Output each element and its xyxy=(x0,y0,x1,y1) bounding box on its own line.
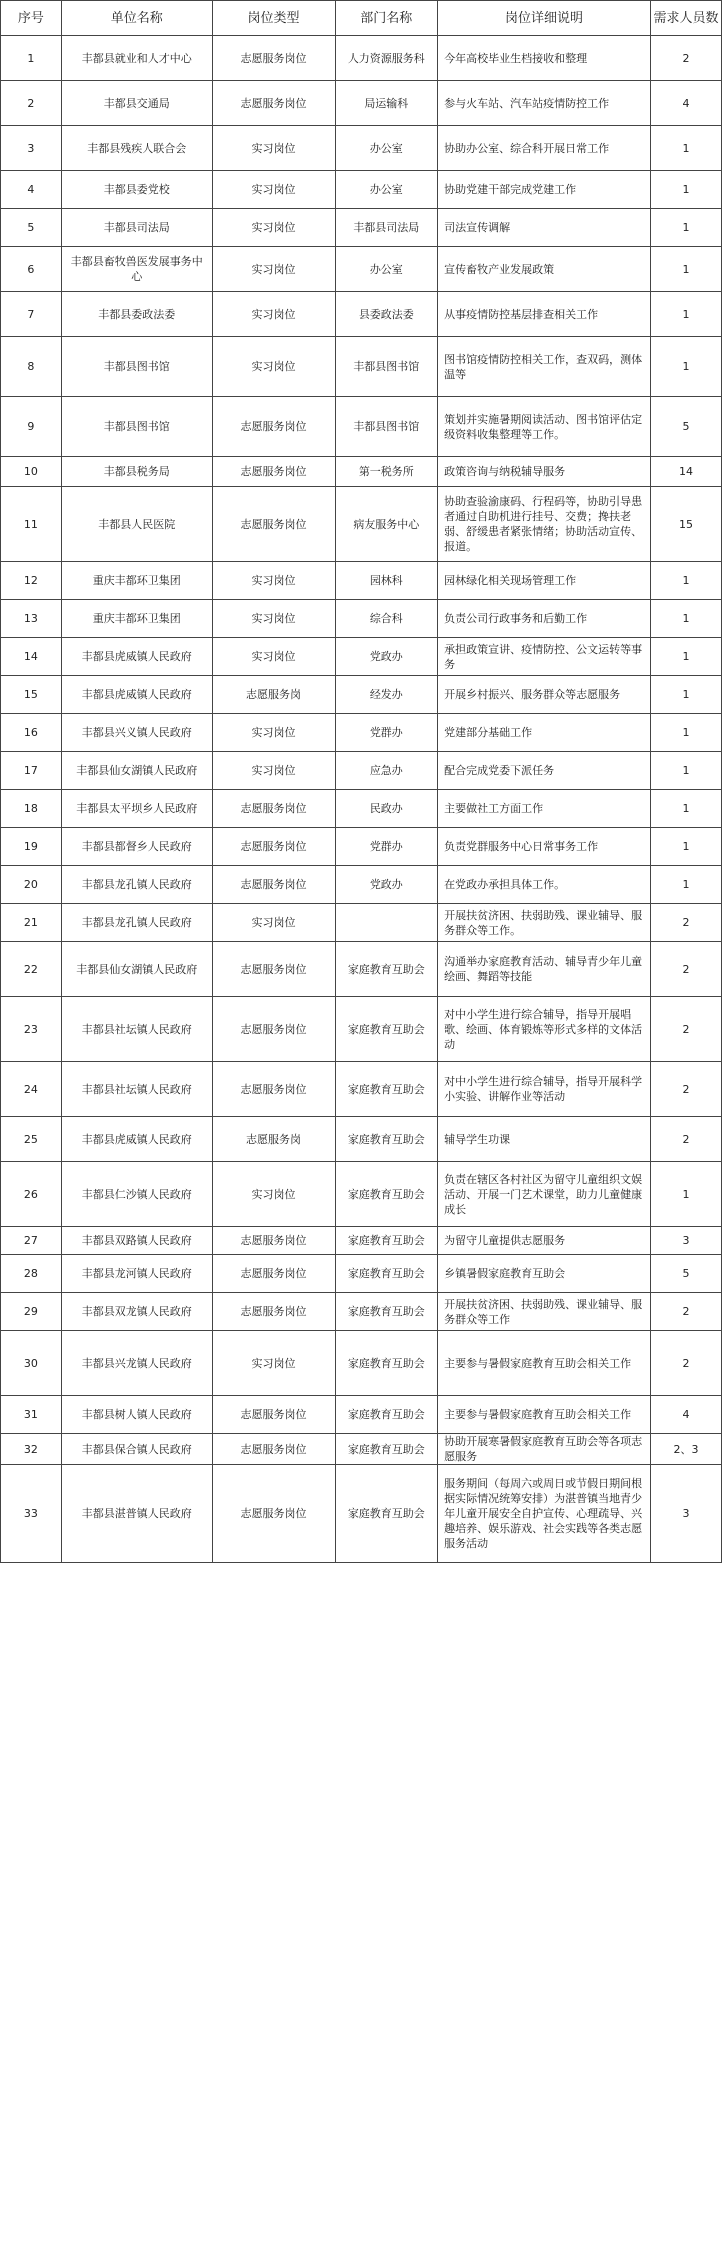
cell-count: 2 xyxy=(651,1331,722,1396)
cell-type: 志愿服务岗位 xyxy=(212,866,335,904)
table-row xyxy=(1,36,722,81)
cell-seq: 3 xyxy=(1,126,62,171)
cell-unit: 丰都县湛普镇人民政府 xyxy=(61,1465,212,1563)
cell-unit: 丰都县都督乡人民政府 xyxy=(61,828,212,866)
cell-dept: 丰都县图书馆 xyxy=(335,397,438,457)
cell-type: 实习岗位 xyxy=(212,209,335,247)
cell-dept: 家庭教育互助会 xyxy=(335,1465,438,1563)
table-row xyxy=(1,600,722,638)
header-detail: 岗位详细说明 xyxy=(438,1,651,36)
cell-type: 实习岗位 xyxy=(212,904,335,942)
table-row xyxy=(1,676,722,714)
cell-detail: 协助查验渝康码、行程码等，协助引导患者通过自助机进行挂号、交费；搀扶老弱、舒缓患者紧张情绪；协助活动宣传、报道。 xyxy=(438,487,651,562)
cell-dept: 家庭教育互助会 xyxy=(335,1227,438,1255)
cell-dept: 党群办 xyxy=(335,828,438,866)
cell-unit: 丰都县虎威镇人民政府 xyxy=(61,1117,212,1162)
table-row xyxy=(1,171,722,209)
cell-detail: 政策咨询与纳税辅导服务 xyxy=(438,457,651,487)
cell-detail: 宣传畜牧产业发展政策 xyxy=(438,247,651,292)
cell-unit: 丰都县仙女湖镇人民政府 xyxy=(61,942,212,997)
cell-unit: 丰都县司法局 xyxy=(61,209,212,247)
cell-count: 1 xyxy=(651,1162,722,1227)
cell-count: 1 xyxy=(651,676,722,714)
cell-type: 实习岗位 xyxy=(212,714,335,752)
cell-unit: 丰都县树人镇人民政府 xyxy=(61,1396,212,1434)
cell-seq: 21 xyxy=(1,904,62,942)
cell-unit: 丰都县图书馆 xyxy=(61,397,212,457)
cell-count: 14 xyxy=(651,457,722,487)
cell-dept: 家庭教育互助会 xyxy=(335,1293,438,1331)
cell-seq: 12 xyxy=(1,562,62,600)
cell-count: 1 xyxy=(651,828,722,866)
cell-count: 2 xyxy=(651,1117,722,1162)
cell-dept: 家庭教育互助会 xyxy=(335,1162,438,1227)
cell-unit: 丰都县委政法委 xyxy=(61,292,212,337)
cell-unit: 丰都县虎威镇人民政府 xyxy=(61,638,212,676)
cell-detail: 为留守儿童提供志愿服务 xyxy=(438,1227,651,1255)
cell-unit: 丰都县保合镇人民政府 xyxy=(61,1434,212,1465)
cell-seq: 26 xyxy=(1,1162,62,1227)
cell-type: 志愿服务岗位 xyxy=(212,1396,335,1434)
cell-seq: 13 xyxy=(1,600,62,638)
cell-detail: 从事疫情防控基层排查相关工作 xyxy=(438,292,651,337)
cell-seq: 29 xyxy=(1,1293,62,1331)
cell-type: 实习岗位 xyxy=(212,600,335,638)
cell-unit: 丰都县就业和人才中心 xyxy=(61,36,212,81)
cell-seq: 33 xyxy=(1,1465,62,1563)
cell-count: 2 xyxy=(651,1293,722,1331)
cell-detail: 沟通举办家庭教育活动、辅导青少年儿童绘画、舞蹈等技能 xyxy=(438,942,651,997)
cell-detail: 对中小学生进行综合辅导，指导开展科学小实验、讲解作业等活动 xyxy=(438,1062,651,1117)
cell-count: 2 xyxy=(651,1062,722,1117)
cell-dept: 办公室 xyxy=(335,171,438,209)
cell-seq: 8 xyxy=(1,337,62,397)
cell-count: 4 xyxy=(651,81,722,126)
cell-detail: 辅导学生功课 xyxy=(438,1117,651,1162)
cell-seq: 2 xyxy=(1,81,62,126)
cell-dept: 人力资源服务科 xyxy=(335,36,438,81)
cell-count: 1 xyxy=(651,866,722,904)
cell-type: 志愿服务岗位 xyxy=(212,1434,335,1465)
cell-dept xyxy=(335,904,438,942)
cell-dept: 家庭教育互助会 xyxy=(335,942,438,997)
cell-dept: 办公室 xyxy=(335,247,438,292)
table-row xyxy=(1,457,722,487)
cell-unit: 丰都县交通局 xyxy=(61,81,212,126)
table-row xyxy=(1,562,722,600)
cell-count: 1 xyxy=(651,209,722,247)
cell-detail: 策划并实施暑期阅读活动、图书馆评估定级资料收集整理等工作。 xyxy=(438,397,651,457)
cell-detail: 协助办公室、综合科开展日常工作 xyxy=(438,126,651,171)
table-row xyxy=(1,942,722,997)
cell-seq: 16 xyxy=(1,714,62,752)
cell-unit: 丰都县龙河镇人民政府 xyxy=(61,1255,212,1293)
cell-seq: 15 xyxy=(1,676,62,714)
cell-unit: 丰都县双龙镇人民政府 xyxy=(61,1293,212,1331)
cell-type: 志愿服务岗位 xyxy=(212,457,335,487)
table-row xyxy=(1,1434,722,1465)
cell-type: 志愿服务岗位 xyxy=(212,1255,335,1293)
cell-type: 实习岗位 xyxy=(212,126,335,171)
table-row xyxy=(1,1255,722,1293)
cell-detail: 协助党建干部完成党建工作 xyxy=(438,171,651,209)
table-row xyxy=(1,247,722,292)
cell-dept: 病友服务中心 xyxy=(335,487,438,562)
cell-detail: 党建部分基础工作 xyxy=(438,714,651,752)
cell-type: 实习岗位 xyxy=(212,247,335,292)
cell-count: 1 xyxy=(651,292,722,337)
cell-seq: 30 xyxy=(1,1331,62,1396)
cell-type: 志愿服务岗位 xyxy=(212,1227,335,1255)
cell-detail: 开展扶贫济困、扶弱助残、课业辅导、服务群众等工作 xyxy=(438,1293,651,1331)
cell-detail: 配合完成党委下派任务 xyxy=(438,752,651,790)
cell-seq: 4 xyxy=(1,171,62,209)
cell-count: 2、3 xyxy=(651,1434,722,1465)
cell-unit: 丰都县委党校 xyxy=(61,171,212,209)
cell-type: 实习岗位 xyxy=(212,562,335,600)
cell-unit: 丰都县人民医院 xyxy=(61,487,212,562)
cell-seq: 32 xyxy=(1,1434,62,1465)
cell-count: 3 xyxy=(651,1465,722,1563)
cell-dept: 家庭教育互助会 xyxy=(335,997,438,1062)
cell-count: 1 xyxy=(651,790,722,828)
cell-count: 15 xyxy=(651,487,722,562)
table-row xyxy=(1,1117,722,1162)
cell-detail: 图书馆疫情防控相关工作，查双码，测体温等 xyxy=(438,337,651,397)
cell-dept: 县委政法委 xyxy=(335,292,438,337)
cell-type: 志愿服务岗位 xyxy=(212,487,335,562)
table-row xyxy=(1,1465,722,1563)
cell-unit: 丰都县太平坝乡人民政府 xyxy=(61,790,212,828)
cell-seq: 9 xyxy=(1,397,62,457)
cell-seq: 5 xyxy=(1,209,62,247)
cell-count: 1 xyxy=(651,600,722,638)
cell-dept: 家庭教育互助会 xyxy=(335,1434,438,1465)
cell-unit: 丰都县双路镇人民政府 xyxy=(61,1227,212,1255)
table-row xyxy=(1,1062,722,1117)
cell-seq: 7 xyxy=(1,292,62,337)
cell-seq: 20 xyxy=(1,866,62,904)
cell-type: 志愿服务岗位 xyxy=(212,942,335,997)
cell-count: 1 xyxy=(651,171,722,209)
cell-unit: 丰都县图书馆 xyxy=(61,337,212,397)
cell-count: 2 xyxy=(651,904,722,942)
table-row xyxy=(1,904,722,942)
table-row xyxy=(1,1227,722,1255)
header-type: 岗位类型 xyxy=(212,1,335,36)
table-row xyxy=(1,828,722,866)
cell-type: 志愿服务岗位 xyxy=(212,997,335,1062)
table-row xyxy=(1,126,722,171)
cell-unit: 丰都县税务局 xyxy=(61,457,212,487)
cell-type: 志愿服务岗位 xyxy=(212,1465,335,1563)
header-row xyxy=(1,1,722,36)
cell-seq: 14 xyxy=(1,638,62,676)
cell-type: 志愿服务岗位 xyxy=(212,36,335,81)
table-row xyxy=(1,1331,722,1396)
cell-seq: 18 xyxy=(1,790,62,828)
cell-seq: 1 xyxy=(1,36,62,81)
table-row xyxy=(1,714,722,752)
cell-unit: 丰都县社坛镇人民政府 xyxy=(61,1062,212,1117)
table-row xyxy=(1,337,722,397)
cell-dept: 丰都县司法局 xyxy=(335,209,438,247)
cell-dept: 党群办 xyxy=(335,714,438,752)
cell-unit: 重庆丰都环卫集团 xyxy=(61,600,212,638)
cell-type: 志愿服务岗 xyxy=(212,1117,335,1162)
cell-dept: 丰都县图书馆 xyxy=(335,337,438,397)
cell-type: 志愿服务岗位 xyxy=(212,1062,335,1117)
cell-unit: 丰都县仁沙镇人民政府 xyxy=(61,1162,212,1227)
header-unit: 单位名称 xyxy=(61,1,212,36)
cell-count: 1 xyxy=(651,638,722,676)
cell-seq: 6 xyxy=(1,247,62,292)
cell-detail: 今年高校毕业生档接收和整理 xyxy=(438,36,651,81)
cell-dept: 家庭教育互助会 xyxy=(335,1331,438,1396)
table-row xyxy=(1,1293,722,1331)
cell-seq: 24 xyxy=(1,1062,62,1117)
cell-dept: 园林科 xyxy=(335,562,438,600)
header-count: 需求人员数 xyxy=(651,1,722,36)
cell-count: 1 xyxy=(651,247,722,292)
table-row xyxy=(1,790,722,828)
table-row xyxy=(1,81,722,126)
cell-detail: 负责公司行政事务和后勤工作 xyxy=(438,600,651,638)
cell-dept: 民政办 xyxy=(335,790,438,828)
cell-type: 实习岗位 xyxy=(212,1162,335,1227)
cell-type: 志愿服务岗位 xyxy=(212,81,335,126)
cell-dept: 综合科 xyxy=(335,600,438,638)
cell-detail: 在党政办承担具体工作。 xyxy=(438,866,651,904)
cell-count: 5 xyxy=(651,397,722,457)
table-row xyxy=(1,997,722,1062)
table-row xyxy=(1,397,722,457)
cell-dept: 党政办 xyxy=(335,638,438,676)
cell-unit: 重庆丰都环卫集团 xyxy=(61,562,212,600)
cell-detail: 负责党群服务中心日常事务工作 xyxy=(438,828,651,866)
cell-unit: 丰都县兴龙镇人民政府 xyxy=(61,1331,212,1396)
table-row xyxy=(1,866,722,904)
cell-detail: 协助开展寒暑假家庭教育互助会等各项志愿服务 xyxy=(438,1434,651,1465)
cell-dept: 党政办 xyxy=(335,866,438,904)
header-seq: 序号 xyxy=(1,1,62,36)
cell-unit: 丰都县畜牧兽医发展事务中心 xyxy=(61,247,212,292)
cell-detail: 主要做社工方面工作 xyxy=(438,790,651,828)
table-row xyxy=(1,1396,722,1434)
cell-seq: 25 xyxy=(1,1117,62,1162)
cell-count: 2 xyxy=(651,942,722,997)
cell-detail: 负责在辖区各村社区为留守儿童组织文娱活动、开展一门艺术课堂，助力儿童健康成长 xyxy=(438,1162,651,1227)
table-row xyxy=(1,209,722,247)
cell-dept: 家庭教育互助会 xyxy=(335,1062,438,1117)
cell-unit: 丰都县龙孔镇人民政府 xyxy=(61,904,212,942)
table-row xyxy=(1,1162,722,1227)
cell-seq: 17 xyxy=(1,752,62,790)
cell-unit: 丰都县仙女湖镇人民政府 xyxy=(61,752,212,790)
cell-dept: 办公室 xyxy=(335,126,438,171)
cell-count: 3 xyxy=(651,1227,722,1255)
cell-count: 1 xyxy=(651,337,722,397)
cell-count: 1 xyxy=(651,752,722,790)
cell-dept: 经发办 xyxy=(335,676,438,714)
cell-count: 2 xyxy=(651,36,722,81)
cell-seq: 11 xyxy=(1,487,62,562)
cell-count: 1 xyxy=(651,562,722,600)
cell-seq: 31 xyxy=(1,1396,62,1434)
cell-seq: 27 xyxy=(1,1227,62,1255)
cell-detail: 开展乡村振兴、服务群众等志愿服务 xyxy=(438,676,651,714)
cell-count: 1 xyxy=(651,714,722,752)
cell-count: 1 xyxy=(651,126,722,171)
cell-seq: 22 xyxy=(1,942,62,997)
cell-type: 志愿服务岗 xyxy=(212,676,335,714)
cell-unit: 丰都县社坛镇人民政府 xyxy=(61,997,212,1062)
table-row xyxy=(1,638,722,676)
cell-unit: 丰都县兴义镇人民政府 xyxy=(61,714,212,752)
table-row xyxy=(1,752,722,790)
cell-type: 志愿服务岗位 xyxy=(212,1293,335,1331)
cell-unit: 丰都县虎威镇人民政府 xyxy=(61,676,212,714)
cell-dept: 应急办 xyxy=(335,752,438,790)
table-row xyxy=(1,292,722,337)
cell-dept: 家庭教育互助会 xyxy=(335,1396,438,1434)
cell-type: 实习岗位 xyxy=(212,292,335,337)
cell-detail: 园林绿化相关现场管理工作 xyxy=(438,562,651,600)
cell-seq: 23 xyxy=(1,997,62,1062)
cell-type: 志愿服务岗位 xyxy=(212,828,335,866)
cell-dept: 局运输科 xyxy=(335,81,438,126)
cell-type: 志愿服务岗位 xyxy=(212,397,335,457)
cell-count: 2 xyxy=(651,997,722,1062)
cell-detail: 对中小学生进行综合辅导，指导开展唱歌、绘画、体育锻炼等形式多样的文体活动 xyxy=(438,997,651,1062)
cell-seq: 28 xyxy=(1,1255,62,1293)
cell-type: 实习岗位 xyxy=(212,638,335,676)
cell-detail: 开展扶贫济困、扶弱助残、课业辅导、服务群众等工作。 xyxy=(438,904,651,942)
cell-dept: 家庭教育互助会 xyxy=(335,1117,438,1162)
header-dept: 部门名称 xyxy=(335,1,438,36)
cell-count: 5 xyxy=(651,1255,722,1293)
cell-type: 实习岗位 xyxy=(212,337,335,397)
cell-detail: 司法宣传调解 xyxy=(438,209,651,247)
cell-detail: 主要参与暑假家庭教育互助会相关工作 xyxy=(438,1331,651,1396)
cell-detail: 参与火车站、汽车站疫情防控工作 xyxy=(438,81,651,126)
cell-dept: 第一税务所 xyxy=(335,457,438,487)
table-row xyxy=(1,487,722,562)
cell-type: 实习岗位 xyxy=(212,1331,335,1396)
cell-count: 4 xyxy=(651,1396,722,1434)
cell-dept: 家庭教育互助会 xyxy=(335,1255,438,1293)
cell-seq: 10 xyxy=(1,457,62,487)
cell-detail: 服务期间（每周六或周日或节假日期间根据实际情况统筹安排）为湛普镇当地青少年儿童开展安全自护宣传、心理疏导、兴趣培养、娱乐游戏、社会实践等各类志愿服务活动 xyxy=(438,1465,651,1563)
cell-type: 实习岗位 xyxy=(212,752,335,790)
cell-detail: 主要参与暑假家庭教育互助会相关工作 xyxy=(438,1396,651,1434)
cell-seq: 19 xyxy=(1,828,62,866)
cell-detail: 乡镇暑假家庭教育互助会 xyxy=(438,1255,651,1293)
cell-type: 实习岗位 xyxy=(212,171,335,209)
cell-unit: 丰都县残疾人联合会 xyxy=(61,126,212,171)
cell-detail: 承担政策宣讲、疫情防控、公文运转等事务 xyxy=(438,638,651,676)
cell-unit: 丰都县龙孔镇人民政府 xyxy=(61,866,212,904)
cell-type: 志愿服务岗位 xyxy=(212,790,335,828)
